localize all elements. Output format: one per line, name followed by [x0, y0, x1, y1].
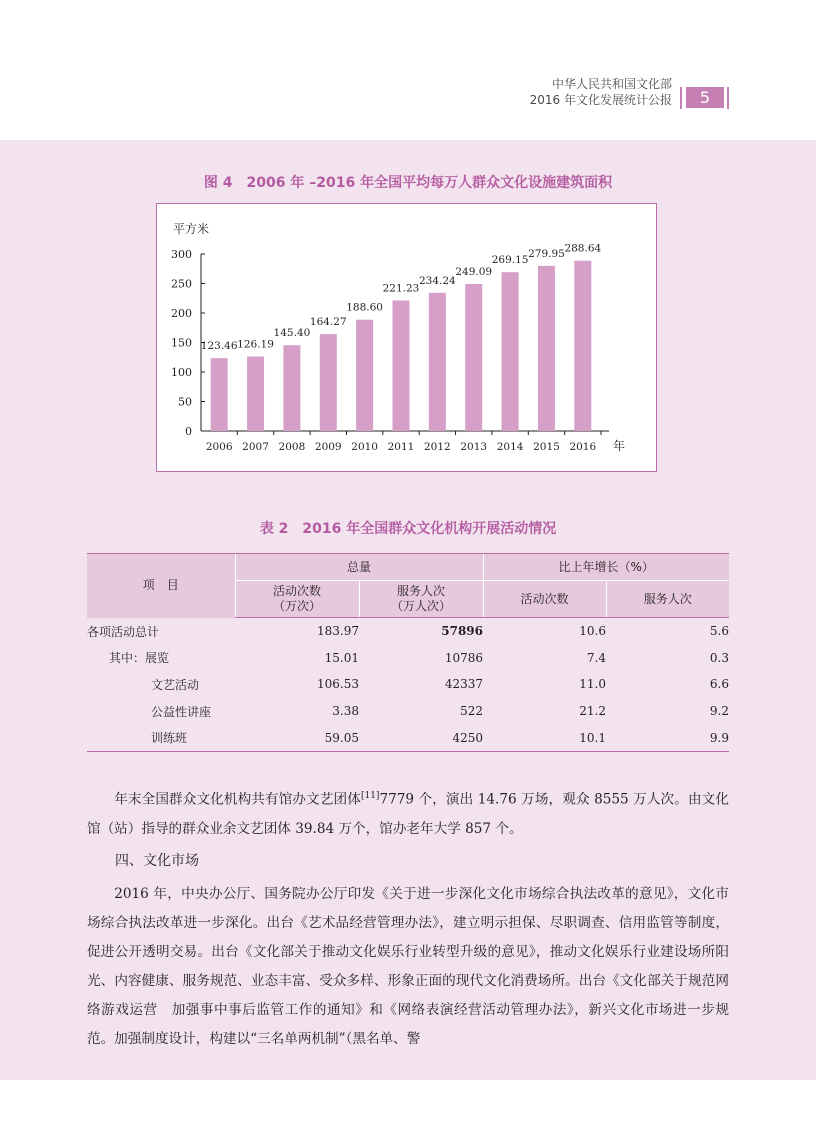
data-label: 279.95 [528, 247, 565, 260]
header-divider [680, 87, 682, 109]
y-tick-label: 300 [171, 248, 192, 261]
header-report: 2016 年文化发展统计公报 [529, 93, 672, 107]
row-label: 其中：展览 [109, 651, 170, 666]
cell-growth-activities: 11.0 [579, 677, 606, 692]
bar [465, 284, 482, 431]
data-label: 234.24 [418, 274, 456, 287]
cell-activities: 59.05 [235, 724, 359, 751]
y-tick-label: 50 [178, 395, 192, 409]
cell-growth-activities: 10.1 [483, 724, 606, 751]
bar [283, 345, 300, 431]
x-tick-label: 2014 [496, 441, 524, 453]
cell-growth-activities: 10.6 [579, 624, 606, 639]
header-served [359, 581, 483, 618]
x-tick-label: 2011 [387, 441, 415, 453]
bar [320, 334, 337, 431]
cell-growth-served: 0.3 [709, 650, 729, 665]
x-tick-label: 2012 [423, 441, 451, 453]
bar [247, 357, 264, 431]
x-tick-label: 2016 [569, 441, 597, 453]
bar [393, 300, 410, 431]
row-label: 各项活动总计 [87, 624, 160, 639]
header-divider [727, 87, 729, 109]
table-row [87, 724, 729, 751]
y-axis-label: 平方米 [173, 222, 210, 236]
paragraph [87, 782, 729, 844]
row-label: 训练班 [87, 724, 235, 751]
table-row [87, 645, 729, 672]
section-heading: 四、文化市场 [115, 852, 199, 869]
cell-growth-served: 5.6 [709, 624, 729, 639]
header-growth-group: 比上年增长（%） [483, 554, 729, 581]
page-header [0, 0, 816, 140]
header-activities-line2: （万次） [272, 599, 321, 613]
chart-frame [156, 203, 657, 472]
cell-growth-served: 9.2 [709, 704, 729, 719]
bar [429, 293, 446, 431]
y-tick-label: 250 [171, 277, 192, 291]
header-org: 中华人民共和国文化部 [551, 77, 672, 91]
body-text [87, 782, 729, 1054]
cell-growth-served: 6.6 [709, 677, 729, 692]
bar [356, 320, 373, 431]
header-served-line1: 服务人次 [396, 584, 445, 598]
data-label: 188.60 [346, 301, 384, 314]
bar [211, 358, 228, 431]
data-label: 123.46 [200, 340, 238, 353]
table-row [87, 671, 729, 698]
x-tick-label: 2009 [314, 441, 342, 453]
cell-activities: 15.01 [324, 650, 359, 665]
data-label: 249.09 [455, 266, 493, 279]
table-row [87, 698, 729, 725]
cell-activities: 3.38 [332, 704, 359, 719]
bar [538, 266, 555, 431]
paragraph-part: 7779 个，演出 14.76 万场，观众 8555 万人次。由文化馆（站）指导的群众业余文艺团体 39.84 万个，馆办老年大学 857 个。 [87, 791, 729, 837]
data-label: 145.40 [273, 327, 311, 340]
paragraph-part: 年末全国群众文化机构共有馆办文艺团体 [114, 791, 361, 808]
x-tick-label: 2015 [533, 441, 560, 453]
footnote-ref: [11] [360, 791, 380, 801]
x-tick-label: 2007 [242, 441, 269, 453]
data-label: 269.15 [491, 254, 529, 267]
x-tick-label: 2010 [351, 441, 379, 453]
row-label: 公益性讲座 [151, 704, 212, 719]
header-item: 项 目 [87, 554, 235, 618]
activities-table [87, 553, 729, 752]
bar-chart [157, 204, 656, 471]
header-growth-activities: 活动次数 [483, 581, 606, 618]
y-tick-label: 100 [171, 366, 192, 379]
data-label: 288.64 [564, 242, 602, 255]
cell-growth-activities: 21.2 [579, 704, 606, 719]
cell-served: 57896 [441, 624, 483, 639]
x-tick-label: 2008 [278, 441, 306, 453]
y-tick-label: 200 [171, 307, 192, 320]
table-title: 表 2 2016 年全国群众文化机构开展活动情况 [259, 521, 557, 537]
figure-title: 图 4 2006 年 –2016 年全国平均每万人群众文化设施建筑面积 [203, 175, 613, 191]
header-total-group: 总量 [235, 554, 483, 581]
header-activities-line1: 活动次数 [272, 584, 321, 598]
cell-activities: 183.97 [317, 624, 359, 639]
x-tick-label: 2013 [460, 441, 488, 453]
cell-served: 10786 [444, 650, 483, 665]
header-text [530, 76, 672, 108]
cell-growth-served: 9.9 [606, 724, 729, 751]
header-served-line2: （万人次） [390, 599, 451, 613]
x-axis-label: 年 [612, 439, 626, 453]
bar [502, 272, 519, 431]
data-label: 221.23 [382, 282, 420, 295]
cell-served: 42337 [444, 677, 483, 692]
data-label: 126.19 [237, 338, 274, 351]
page-number: 5 [686, 87, 724, 108]
cell-activities: 106.53 [317, 677, 359, 692]
paragraph: 2016 年，中央办公厅、国务院办公厅印发《关于进一步深化文化市场综合执法改革的意见》，文化市场综合执法改革进一步深化。出台《艺术品经营管理办法》，建立明示担保、尽职调查、信用监管等制度，促进公开透明交易。出台《文化部关于推动文化娱乐行业转型升级的意见》，推动文化娱乐行业建设场所阳光、内容健康、服务规范、业态丰富、受众多样、形象正面的现代文化消费场所。出台《文化部关于规范网络游戏运营 加强事中事后监管工作的通知》和《网络表演经营活动管理办法》，新兴文化市场进一步规范。加强制度设计，构建以“三名单两机制”（黑名单、警 [87, 885, 729, 1047]
cell-served: 4250 [359, 724, 483, 751]
x-tick-label: 2006 [205, 441, 233, 453]
y-tick-label: 0 [185, 425, 192, 438]
cell-served: 522 [460, 704, 483, 719]
row-label: 文艺活动 [151, 677, 200, 692]
data-label: 164.27 [309, 316, 347, 329]
y-tick-label: 150 [171, 336, 192, 350]
header-growth-served: 服务人次 [606, 581, 729, 618]
table-row [87, 618, 729, 645]
header-activities-count [235, 581, 359, 618]
cell-growth-activities: 7.4 [586, 650, 606, 665]
bar [574, 261, 591, 431]
